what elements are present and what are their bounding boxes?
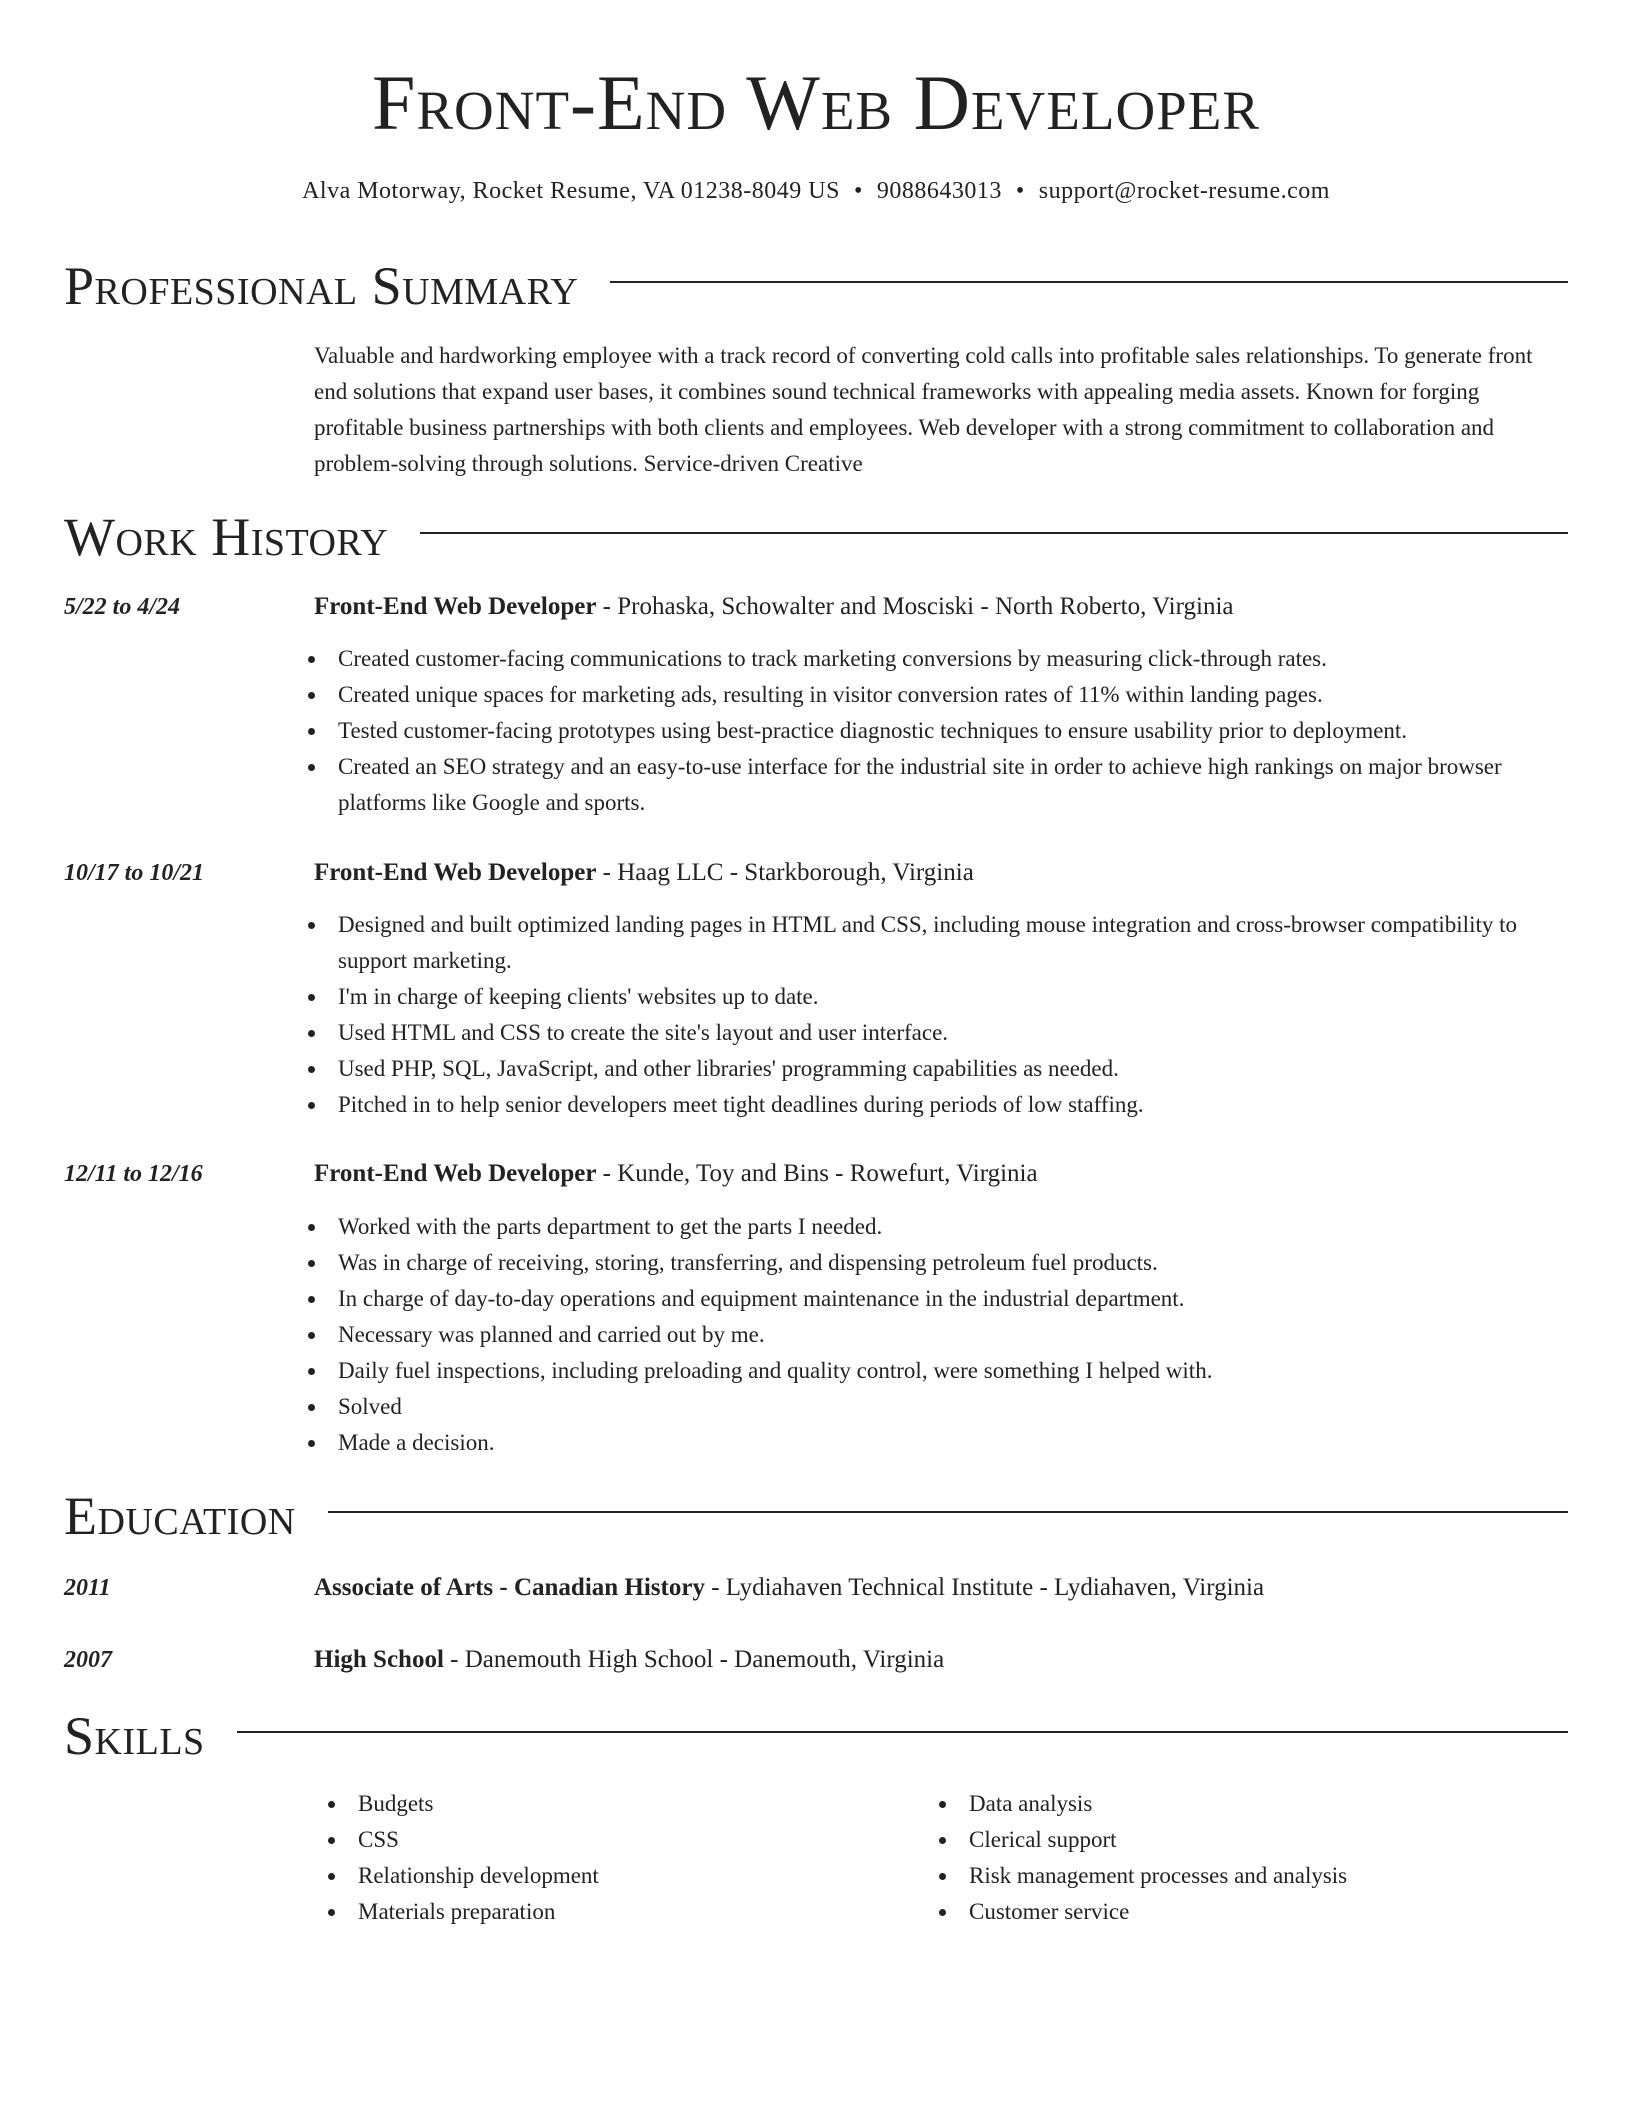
job-title-line xyxy=(314,1156,1038,1192)
skill-item: Data analysis xyxy=(925,1786,1565,1822)
list-item: Solved xyxy=(274,1389,1534,1425)
job-title: Front-End Web Developer xyxy=(314,1160,597,1187)
section-work-heading xyxy=(64,507,1568,567)
job-date: 12/11 to 12/16 xyxy=(64,1161,203,1187)
section-divider xyxy=(420,532,1568,534)
contact-separator: • xyxy=(853,178,863,204)
job-bullets xyxy=(294,907,1534,1123)
section-summary-heading xyxy=(64,256,1568,316)
contact-address: Alva Motorway, Rocket Resume, VA 01238-8049 US xyxy=(302,178,840,204)
education-date: 2007 xyxy=(64,1647,112,1673)
contact-line xyxy=(0,174,1632,208)
section-heading-label: Skills xyxy=(64,1706,205,1766)
list-item: Created unique spaces for marketing ads, resulting in visitor conversion rates of 11% within landing pages. xyxy=(274,677,1534,713)
list-item: Tested customer-facing prototypes using best-practice diagnostic techniques to ensure usability prior to deployment. xyxy=(274,713,1534,749)
section-heading-label: Education xyxy=(64,1486,296,1546)
section-education-heading xyxy=(64,1486,1568,1546)
page-title: Front-End Web Developer xyxy=(371,59,1261,146)
skill-item: Relationship development xyxy=(314,1858,874,1894)
list-item: Daily fuel inspections, including preloading and quality control, were something I helped with. xyxy=(274,1353,1534,1389)
skill-item: Budgets xyxy=(314,1786,874,1822)
job-details: - Kunde, Toy and Bins - Rowefurt, Virginia xyxy=(596,1160,1038,1187)
job-title-line xyxy=(314,855,974,891)
list-item: Created an SEO strategy and an easy-to-use interface for the industrial site in order to achieve high rankings on major browser platforms like Google and sports. xyxy=(274,749,1534,821)
skills-list-right xyxy=(925,1786,1565,1930)
section-skills-heading xyxy=(64,1706,1568,1766)
skill-item: Materials preparation xyxy=(314,1894,874,1930)
job-details: - Prohaska, Schowalter and Mosciski - North Roberto, Virginia xyxy=(596,593,1234,620)
job-title: Front-End Web Developer xyxy=(314,593,597,620)
section-divider xyxy=(237,1731,1568,1733)
list-item: Used PHP, SQL, JavaScript, and other libraries' programming capabilities as needed. xyxy=(274,1051,1534,1087)
list-item: Used HTML and CSS to create the site's layout and user interface. xyxy=(274,1015,1534,1051)
list-item: Pitched in to help senior developers meet tight deadlines during periods of low staffing. xyxy=(274,1087,1534,1123)
section-heading-label: Work History xyxy=(64,507,389,567)
job-title: Front-End Web Developer xyxy=(314,859,597,886)
education-details: - Danemouth High School - Danemouth, Virginia xyxy=(443,1646,945,1673)
skill-item: CSS xyxy=(314,1822,874,1858)
list-item: Worked with the parts department to get the parts I needed. xyxy=(274,1209,1534,1245)
list-item: Made a decision. xyxy=(274,1425,1534,1461)
job-date: 10/17 to 10/21 xyxy=(64,860,205,886)
list-item: Designed and built optimized landing pages in HTML and CSS, including mouse integration and cross-browser compatibility to support marketing. xyxy=(274,907,1534,979)
skill-item: Risk management processes and analysis xyxy=(925,1858,1565,1894)
section-heading-label: Professional Summary xyxy=(64,256,579,316)
education-details: - Lydiahaven Technical Institute - Lydiahaven, Virginia xyxy=(704,1574,1265,1601)
education-degree: High School xyxy=(314,1646,444,1673)
education-degree: Associate of Arts - Canadian History xyxy=(314,1574,705,1601)
section-divider xyxy=(328,1511,1568,1513)
section-divider xyxy=(610,281,1568,283)
job-date: 5/22 to 4/24 xyxy=(64,594,181,620)
skills-list-left xyxy=(314,1786,874,1930)
list-item: Created customer-facing communications to track marketing conversions by measuring click-through rates. xyxy=(274,641,1534,677)
summary-text: Valuable and hardworking employee with a track record of converting cold calls into profitable sales relationships. To generate front end solutions that expand user bases, it combines sound technical frameworks with appealing media assets. Known for forging profitable business partnerships with both clients and employees. Web developer with a strong commitment to collaboration and problem-solving through solutions. Service-driven Creative xyxy=(314,343,1533,476)
education-date: 2011 xyxy=(64,1575,111,1601)
contact-phone: 9088643013 xyxy=(876,178,1002,204)
list-item: Was in charge of receiving, storing, transferring, and dispensing petroleum fuel products. xyxy=(274,1245,1534,1281)
job-bullets xyxy=(294,641,1534,821)
list-item: I'm in charge of keeping clients' websites up to date. xyxy=(274,979,1534,1015)
list-item: Necessary was planned and carried out by me. xyxy=(274,1317,1534,1353)
contact-separator: • xyxy=(1015,178,1025,204)
job-title-line xyxy=(314,589,1233,625)
skill-item: Customer service xyxy=(925,1894,1565,1930)
job-bullets xyxy=(294,1209,1534,1461)
skill-item: Clerical support xyxy=(925,1822,1565,1858)
list-item: In charge of day-to-day operations and equipment maintenance in the industrial department. xyxy=(274,1281,1534,1317)
job-details: - Haag LLC - Starkborough, Virginia xyxy=(596,859,974,886)
education-title-line xyxy=(314,1570,1264,1606)
education-title-line xyxy=(314,1642,944,1678)
contact-email: support@rocket-resume.com xyxy=(1038,178,1330,204)
